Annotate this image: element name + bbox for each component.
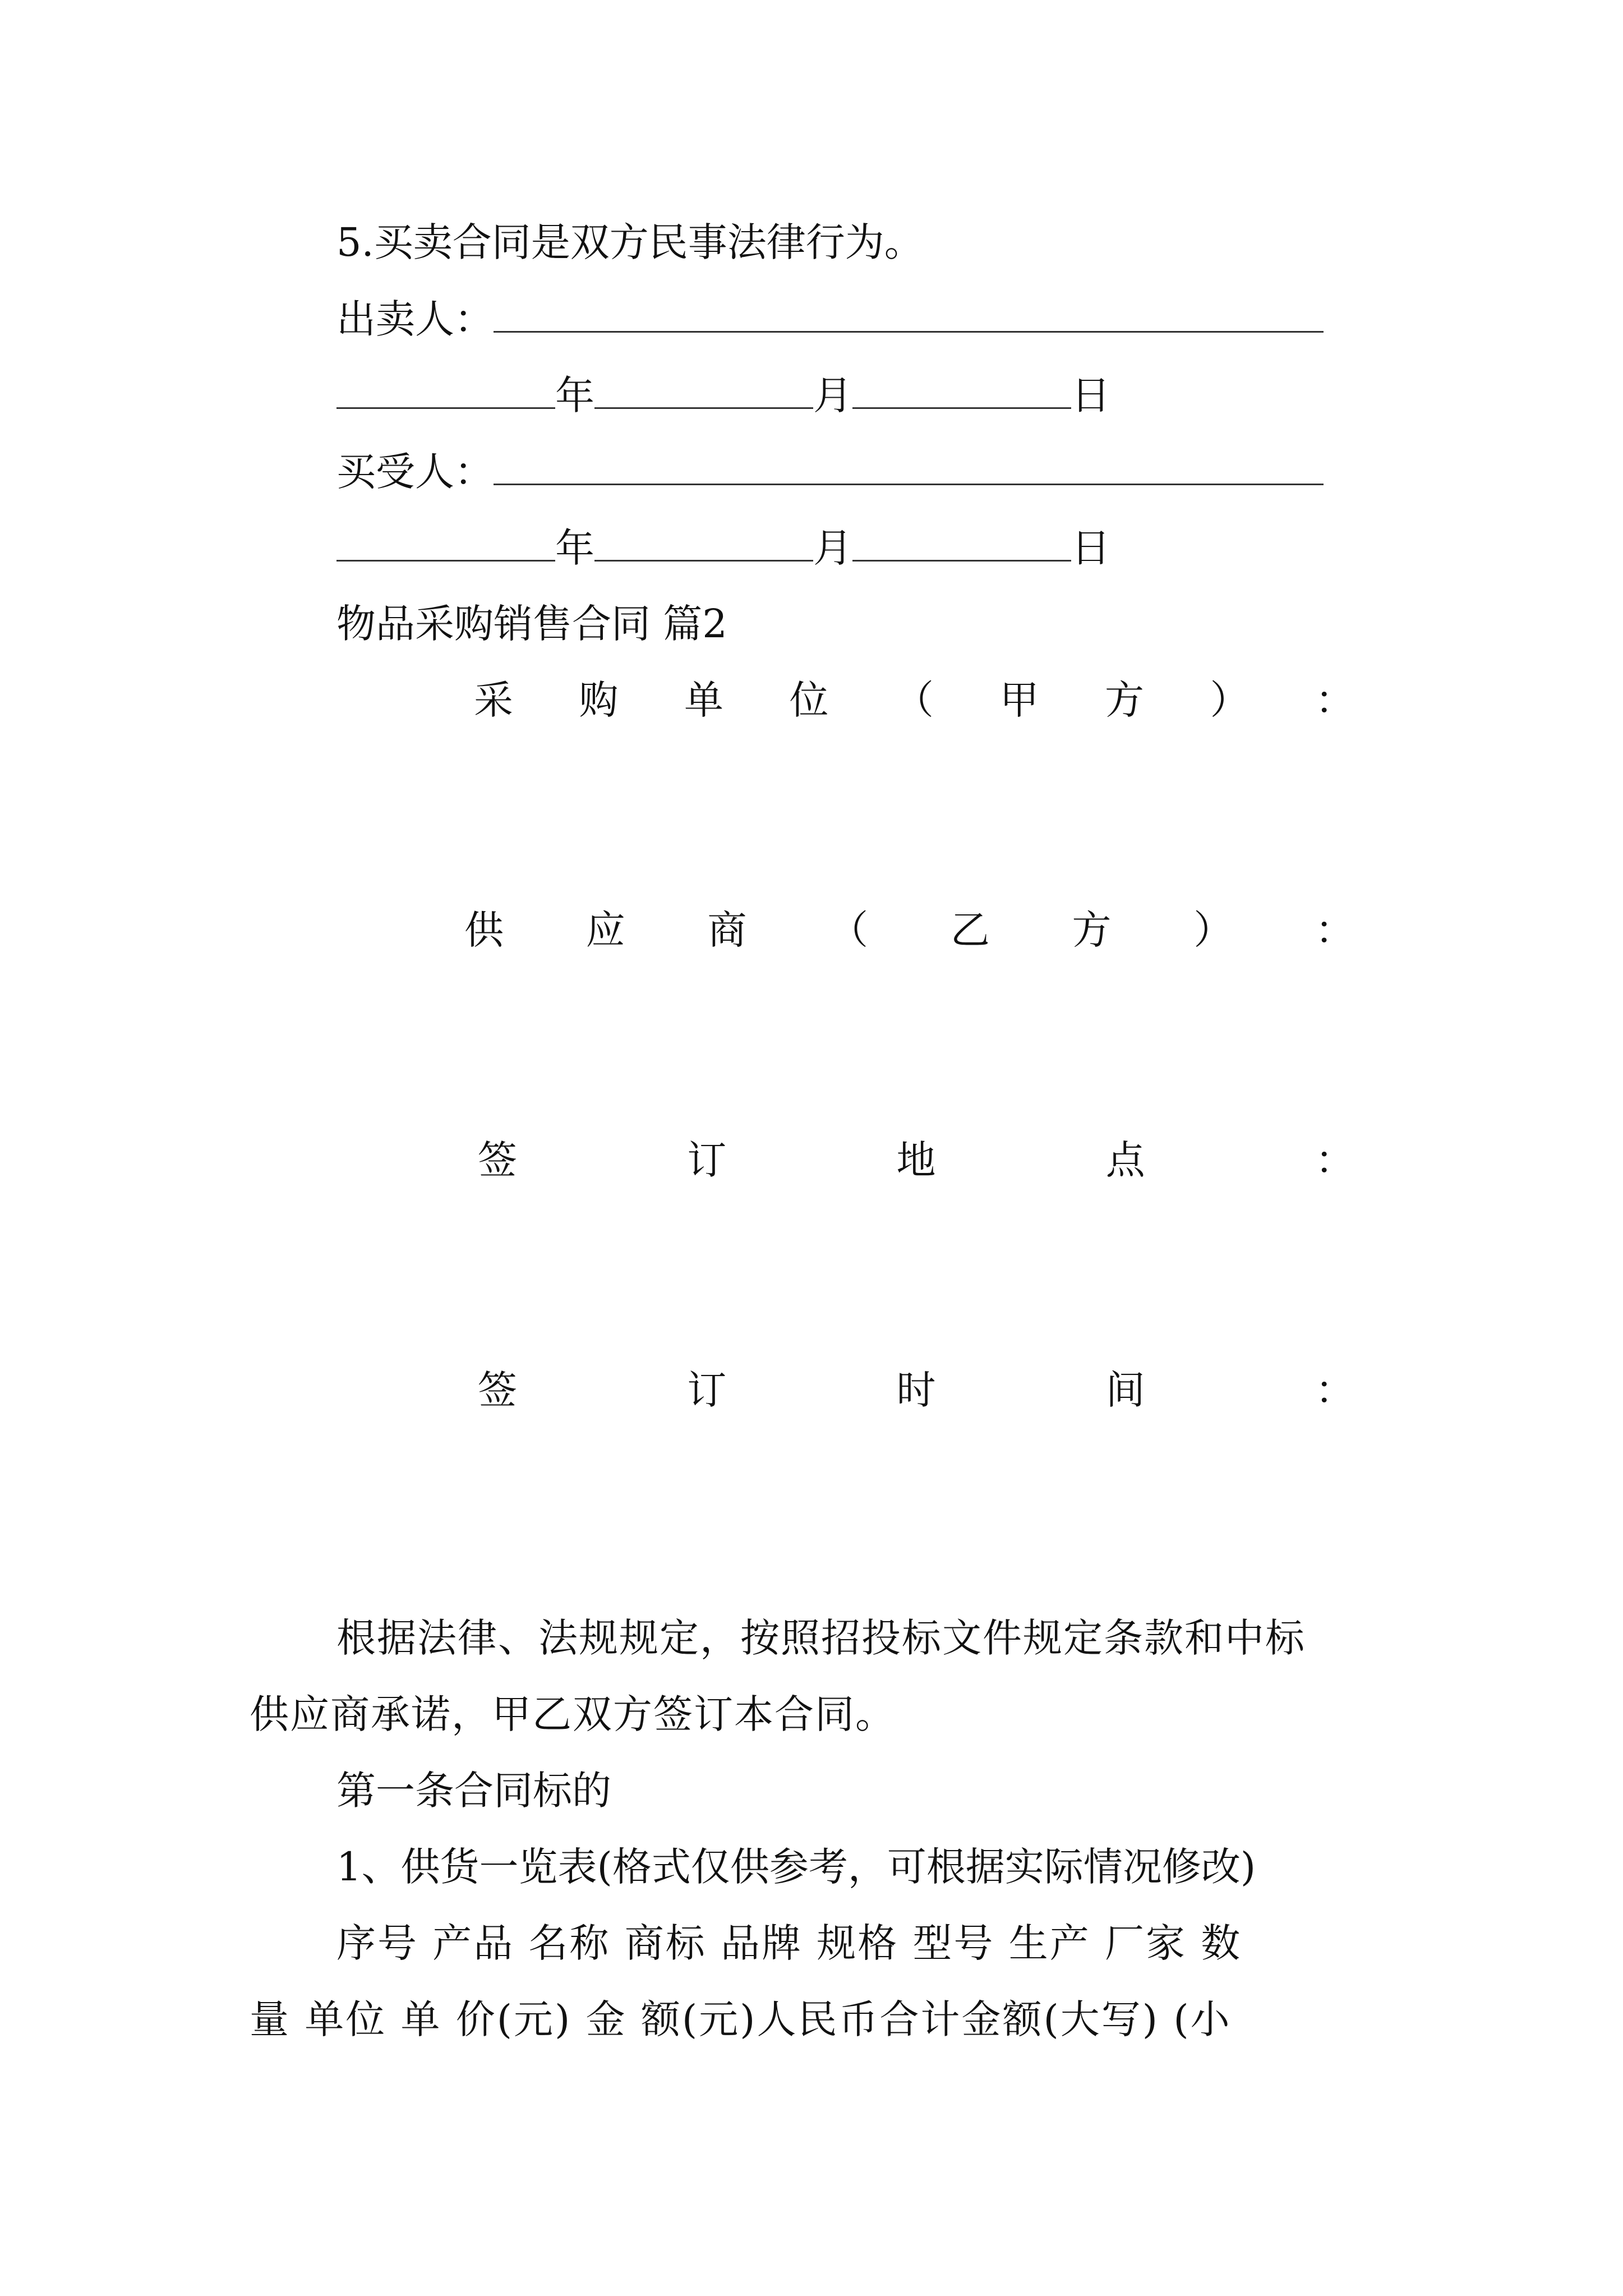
supplier-char: 方 — [1072, 907, 1112, 953]
purchaser-char: 方 — [1105, 677, 1144, 723]
buyer-label: 买受人： — [336, 449, 494, 495]
sign-time-char: 间 — [1105, 1367, 1145, 1413]
article-1-title: 第一条合同标的 — [336, 1768, 611, 1814]
sign-place-char: ： — [1315, 1137, 1354, 1183]
sign-time-label — [478, 1362, 1354, 1418]
seller-label: 出卖人： — [336, 296, 494, 342]
sign-time-char: ： — [1315, 1367, 1354, 1413]
purchaser-char: 购 — [579, 677, 619, 723]
buyer-month-label: 月 — [813, 525, 852, 571]
buyer-day-label: 日 — [1071, 525, 1110, 571]
preamble-line-1: 根据法律、法规规定，按照招投标文件规定条款和中标 — [336, 1615, 1306, 1661]
supplier-char: ： — [1315, 907, 1354, 953]
purchaser-char: 采 — [474, 677, 513, 723]
seller-date-line — [336, 367, 1110, 423]
seller-year-blank[interactable] — [336, 367, 555, 409]
buyer-line — [336, 443, 1324, 499]
sign-time-char: 签 — [478, 1367, 517, 1413]
item-1-title: 1、供货一览表(格式仅供参考，可根据实际情况修改) — [336, 1844, 1256, 1890]
table-header-line-2: 量 单位 单 价(元) 金 额(元)人民币合计金额(大写) (小 — [250, 1996, 1232, 2042]
supplier-char: 供 — [464, 907, 504, 953]
sign-place-label — [478, 1132, 1354, 1188]
preamble-line-2: 供应商承诺，甲乙双方签订本合同。 — [250, 1691, 896, 1737]
supplier-char: 乙 — [950, 907, 990, 953]
sign-place-char: 签 — [478, 1137, 517, 1183]
sign-time-char: 订 — [687, 1367, 727, 1413]
supplier-char: 应 — [585, 907, 625, 953]
purchaser-char: ） — [1210, 677, 1249, 723]
sign-place-char: 地 — [896, 1137, 936, 1183]
seller-month-blank[interactable] — [594, 367, 813, 409]
buyer-day-blank[interactable] — [852, 519, 1071, 562]
purchaser-char: 单 — [684, 677, 723, 723]
supplier-label — [464, 902, 1354, 958]
buyer-year-blank[interactable] — [336, 519, 555, 562]
sign-place-char: 订 — [687, 1137, 727, 1183]
seller-day-blank[interactable] — [852, 367, 1071, 409]
purchaser-label — [474, 672, 1354, 728]
supplier-char: ） — [1193, 907, 1233, 953]
clause-5: 5.买卖合同是双方民事法律行为。 — [336, 219, 924, 265]
seller-year-label: 年 — [555, 372, 594, 418]
seller-day-label: 日 — [1071, 372, 1110, 418]
buyer-year-label: 年 — [555, 525, 594, 571]
supplier-char: （ — [829, 907, 869, 953]
supplier-char: 商 — [707, 907, 747, 953]
purchaser-char: （ — [895, 677, 934, 723]
seller-blank[interactable] — [494, 291, 1324, 333]
sign-place-char: 点 — [1105, 1137, 1145, 1183]
sign-time-char: 时 — [896, 1367, 936, 1413]
contract-2-title: 物品采购销售合同 篇2 — [336, 601, 727, 647]
seller-line — [336, 291, 1324, 347]
buyer-month-blank[interactable] — [594, 519, 813, 562]
purchaser-char: 位 — [789, 677, 829, 723]
purchaser-char: 甲 — [999, 677, 1039, 723]
purchaser-char: ： — [1315, 677, 1354, 723]
seller-month-label: 月 — [813, 372, 852, 418]
buyer-date-line — [336, 519, 1110, 576]
table-header-line-1: 序号 产品 名称 商标 品牌 规格 型号 生产 厂家 数 — [336, 1920, 1242, 1966]
buyer-blank[interactable] — [494, 443, 1324, 485]
